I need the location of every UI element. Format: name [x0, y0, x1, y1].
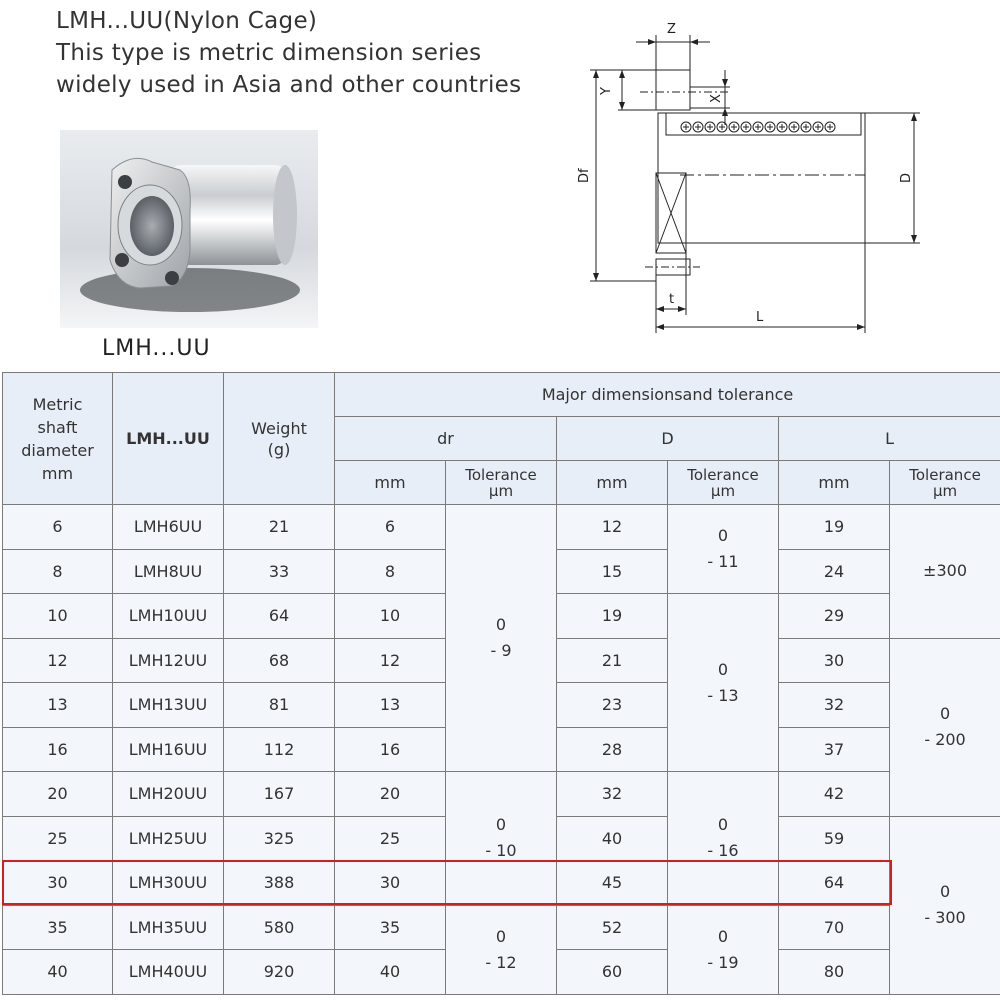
- header-L: L: [779, 417, 1000, 461]
- bearing-ball-cross: [827, 124, 833, 130]
- cell-D-tolerance: 0 - 13: [668, 594, 779, 772]
- cell-model: LMH30UU: [113, 861, 224, 906]
- cell-weight: 167: [224, 772, 335, 817]
- product-photo: [60, 130, 318, 328]
- table-row: [3, 905, 1000, 950]
- cell-L: 42: [779, 772, 890, 817]
- subheader-D-mm: mm: [557, 461, 668, 505]
- cell-D: 15: [557, 549, 668, 594]
- cell-model: LMH20UU: [113, 772, 224, 817]
- cell-weight: 112: [224, 727, 335, 772]
- cell-L: 80: [779, 950, 890, 995]
- table-row: [3, 505, 1000, 550]
- cell-dr: 25: [335, 816, 446, 861]
- table-row: [3, 772, 1000, 817]
- cell-L-tolerance: 0 - 200: [890, 638, 1000, 816]
- dim-label-t: t: [669, 292, 675, 307]
- cell-shaft: 8: [3, 549, 113, 594]
- cell-dr-tolerance: 0 - 12: [446, 905, 557, 994]
- dim-label-l: L: [756, 310, 764, 325]
- cell-D-tolerance: 0 - 11: [668, 505, 779, 594]
- header-line-2: This type is metric dimension series: [56, 40, 482, 66]
- header-major-dimensions: Major dimensionsand tolerance: [335, 373, 1000, 417]
- cell-weight: 81: [224, 683, 335, 728]
- dim-label-df: Df: [577, 168, 592, 183]
- cell-shaft: 40: [3, 950, 113, 995]
- cell-weight: 68: [224, 638, 335, 683]
- cell-dr: 6: [335, 505, 446, 550]
- cell-L: 19: [779, 505, 890, 550]
- cell-shaft: 30: [3, 861, 113, 906]
- cell-model: LMH13UU: [113, 683, 224, 728]
- cell-dr: 10: [335, 594, 446, 639]
- cell-L: 59: [779, 816, 890, 861]
- cell-L: 29: [779, 594, 890, 639]
- bearing-ball-cross: [743, 124, 749, 130]
- cell-model: LMH6UU: [113, 505, 224, 550]
- header-model: LMH...UU: [113, 373, 224, 505]
- cell-shaft: 12: [3, 638, 113, 683]
- bearing-ball-cross: [683, 124, 689, 130]
- bearing-ball-cross: [767, 124, 773, 130]
- header-weight: Weight (g): [224, 373, 335, 505]
- cell-D: 19: [557, 594, 668, 639]
- cell-L: 70: [779, 905, 890, 950]
- bearing-ball-cross: [791, 124, 797, 130]
- cell-weight: 21: [224, 505, 335, 550]
- cell-D: 21: [557, 638, 668, 683]
- cell-L: 24: [779, 549, 890, 594]
- bearing-ball-cross: [815, 124, 821, 130]
- cell-L: 30: [779, 638, 890, 683]
- cell-D: 32: [557, 772, 668, 817]
- header-dr: dr: [335, 417, 557, 461]
- bearing-ball-cross: [707, 124, 713, 130]
- cell-model: LMH10UU: [113, 594, 224, 639]
- header-shaft-diameter: Metric shaft diameter mm: [3, 373, 113, 505]
- dim-label-z: Z: [667, 22, 676, 37]
- cell-model: LMH16UU: [113, 727, 224, 772]
- cell-shaft: 10: [3, 594, 113, 639]
- subheader-dr-tolerance: Tolerance μm: [446, 461, 557, 505]
- cell-weight: 920: [224, 950, 335, 995]
- cell-weight: 388: [224, 861, 335, 906]
- cell-model: LMH25UU: [113, 816, 224, 861]
- bearing-ball-cross: [695, 124, 701, 130]
- bearing-ball-cross: [719, 124, 725, 130]
- cell-dr-tolerance: 0 - 9: [446, 505, 557, 772]
- cell-model: LMH12UU: [113, 638, 224, 683]
- cell-model: LMH35UU: [113, 905, 224, 950]
- cell-model: LMH8UU: [113, 549, 224, 594]
- cell-dr: 16: [335, 727, 446, 772]
- cell-D: 60: [557, 950, 668, 995]
- cell-dr: 40: [335, 950, 446, 995]
- cell-dr-tolerance: 0 - 10: [446, 772, 557, 906]
- cell-shaft: 20: [3, 772, 113, 817]
- cell-L: 32: [779, 683, 890, 728]
- cell-dr: 8: [335, 549, 446, 594]
- cell-weight: 64: [224, 594, 335, 639]
- cell-weight: 325: [224, 816, 335, 861]
- dim-label-d: D: [899, 172, 914, 183]
- cell-D: 40: [557, 816, 668, 861]
- cell-dr: 35: [335, 905, 446, 950]
- cell-D-tolerance: 0 - 16: [668, 772, 779, 906]
- cell-dr: 12: [335, 638, 446, 683]
- cell-dr: 30: [335, 861, 446, 906]
- cell-dr: 20: [335, 772, 446, 817]
- header-line-3: widely used in Asia and other countries: [56, 72, 522, 98]
- cell-model: LMH40UU: [113, 950, 224, 995]
- cell-D: 28: [557, 727, 668, 772]
- photo-caption: LMH...UU: [102, 336, 211, 361]
- cell-L: 64: [779, 861, 890, 906]
- header-D: D: [557, 417, 779, 461]
- cell-weight: 580: [224, 905, 335, 950]
- cell-shaft: 16: [3, 727, 113, 772]
- cell-weight: 33: [224, 549, 335, 594]
- cell-shaft: 13: [3, 683, 113, 728]
- cell-shaft: 25: [3, 816, 113, 861]
- cell-L-tolerance: 0 - 300: [890, 816, 1000, 994]
- cell-D: 45: [557, 861, 668, 906]
- cell-D: 23: [557, 683, 668, 728]
- cell-L-tolerance: ±300: [890, 505, 1000, 639]
- subheader-L-tolerance: Tolerance μm: [890, 461, 1000, 505]
- bearing-ball-cross: [731, 124, 737, 130]
- subheader-D-tolerance: Tolerance μm: [668, 461, 779, 505]
- cell-L: 37: [779, 727, 890, 772]
- cell-dr: 13: [335, 683, 446, 728]
- cell-D: 52: [557, 905, 668, 950]
- cell-shaft: 6: [3, 505, 113, 550]
- technical-drawing: [570, 15, 930, 340]
- header-line-1: LMH...UU(Nylon Cage): [56, 8, 318, 34]
- cell-D-tolerance: 0 - 19: [668, 905, 779, 994]
- spec-table: [2, 372, 1000, 995]
- bearing-ball-cross: [803, 124, 809, 130]
- cell-shaft: 35: [3, 905, 113, 950]
- cell-D: 12: [557, 505, 668, 550]
- bearing-ball-cross: [755, 124, 761, 130]
- bearing-ball-cross: [779, 124, 785, 130]
- subheader-dr-mm: mm: [335, 461, 446, 505]
- dim-label-y: Y: [599, 87, 614, 95]
- subheader-L-mm: mm: [779, 461, 890, 505]
- dim-label-x: X: [709, 94, 724, 103]
